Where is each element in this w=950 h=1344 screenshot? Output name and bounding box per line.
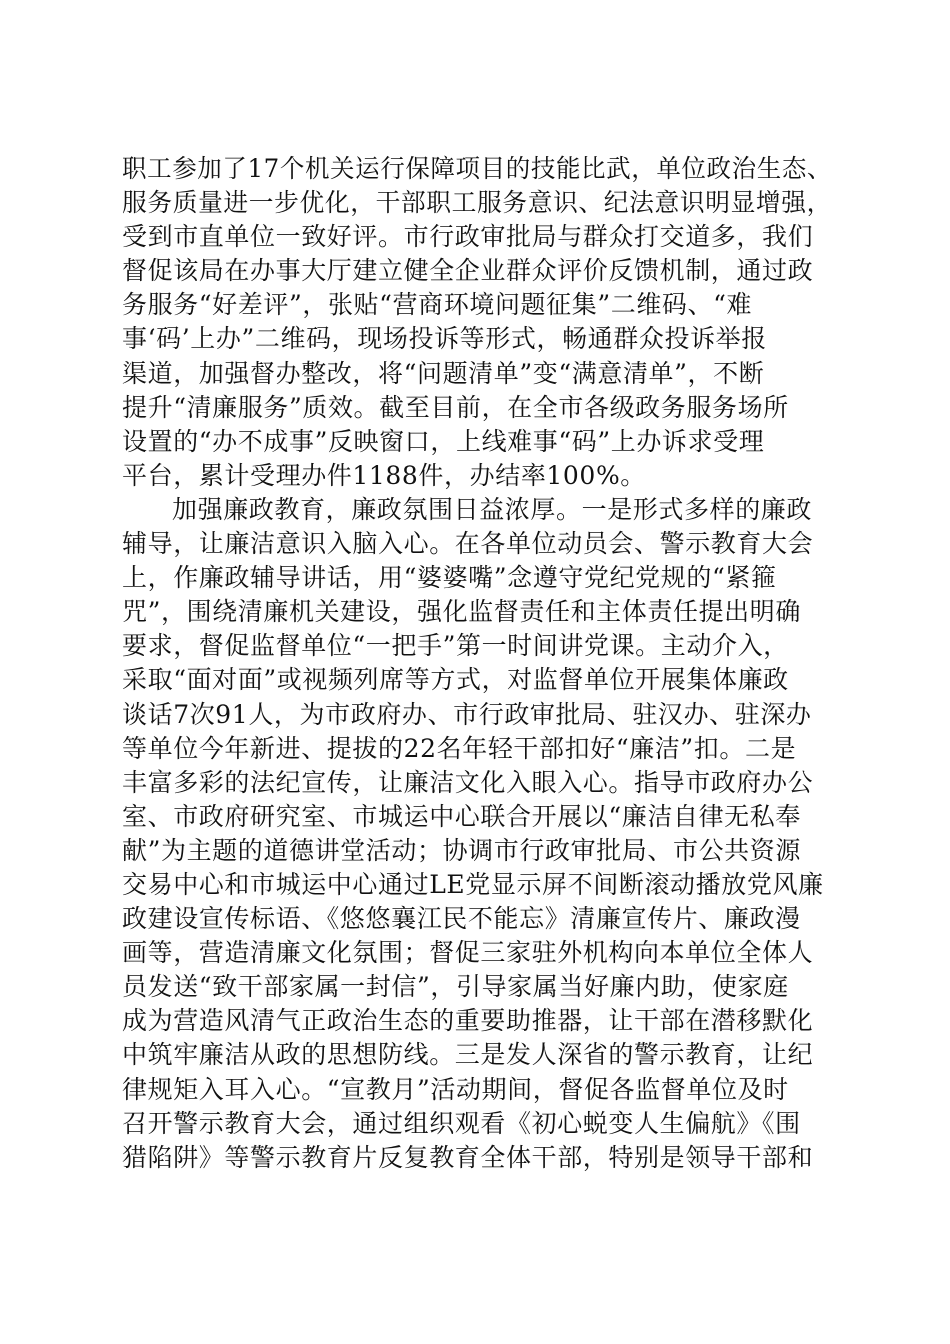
text-line: 上，作廉政辅导讲话，用“婆婆嘴”念遵守党纪党规的“紧箍 bbox=[122, 563, 777, 593]
text-line: 召开警示教育大会，通过组织观看《初心蜕变人生偏航》《围 bbox=[122, 1108, 801, 1138]
text-line: 督促该局在办事大厅建立健全企业群众评价反馈机制，通过政 bbox=[122, 256, 814, 286]
text-line: 员发送“致干部家属一封信”，引导家属当好廉内助，使家庭 bbox=[122, 972, 789, 1002]
text-line: 设置的“办不成事”反映窗口，上线难事“码”上办诉求受理 bbox=[122, 426, 765, 456]
body-text bbox=[122, 152, 832, 1175]
text-line: 职工参加了17个机关运行保障项目的技能比武，单位政治生态、 bbox=[122, 154, 833, 183]
text-line: 提升“清廉服务”质效。截至目前，在全市各级政务服务场所 bbox=[122, 392, 789, 422]
text-line: 等单位今年新进、提拔的22名年轻干部扣好“廉洁”扣。二是 bbox=[122, 733, 797, 763]
text-line: 采取“面对面”或视频列席等方式，对监督单位开展集体廉政 bbox=[122, 665, 789, 695]
text-line: 猎陷阱》等警示教育片反复教育全体干部，特别是领导干部和 bbox=[122, 1142, 814, 1172]
text-line: 律规矩入耳入心。“宣教月”活动期间，督促各监督单位及时 bbox=[122, 1074, 789, 1104]
text-line: 事‘码’上办”二维码，现场投诉等形式，畅通群众投诉举报 bbox=[122, 324, 767, 354]
text-line: 丰富多彩的法纪宣传，让廉洁文化入眼入心。指导市政府办公 bbox=[122, 767, 814, 797]
text-line: 交易中心和市城运中心通过LE党显示屏不间断滚动播放党风廉 bbox=[122, 869, 824, 899]
paragraph-start-line: 加强廉政教育，廉政氛围日益浓厚。一是形式多样的廉政 bbox=[172, 494, 813, 524]
text-line: 要求，督促监督单位“一把手”第一时间讲党课。主动介入， bbox=[122, 631, 789, 661]
text-line: 务服务“好差评”，张贴“营商环境问题征集”二维码、“难 bbox=[122, 290, 753, 320]
text-line: 渠道，加强督办整改，将“问题清单”变“满意清单”，不断 bbox=[122, 358, 765, 388]
text-line: 服务质量进一步优化，干部职工服务意识、纪法意识明显增强， bbox=[122, 188, 833, 218]
text-line: 成为营造风清气正政治生态的重要助推器，让干部在潜移默化 bbox=[122, 1006, 814, 1036]
text-line: 咒”，围绕清廉机关建设，强化监督责任和主体责任提出明确 bbox=[122, 597, 801, 627]
text-line: 献”为主题的道德讲堂活动；协调市行政审批局、市公共资源 bbox=[122, 835, 801, 865]
text-line: 平台，累计受理办件1188件，办结率100%。 bbox=[122, 460, 646, 490]
text-line: 室、市政府研究室、市城运中心联合开展以“廉洁自律无私奉 bbox=[122, 801, 801, 831]
text-line: 谈话7次91人，为市政府办、市行政审批局、驻汉办、驻深办 bbox=[122, 699, 812, 729]
text-line: 辅导，让廉洁意识入脑入心。在各单位动员会、警示教育大会 bbox=[122, 529, 814, 559]
text-line: 政建设宣传标语、《悠悠襄江民不能忘》清廉宣传片、廉政漫 bbox=[122, 904, 801, 934]
text-line: 受到市直单位一致好评。市行政审批局与群众打交道多，我们 bbox=[122, 222, 814, 252]
text-line: 中筑牢廉洁从政的思想防线。三是发人深省的警示教育，让纪 bbox=[122, 1040, 814, 1070]
text-line: 画等，营造清廉文化氛围；督促三家驻外机构向本单位全体人 bbox=[122, 938, 814, 968]
